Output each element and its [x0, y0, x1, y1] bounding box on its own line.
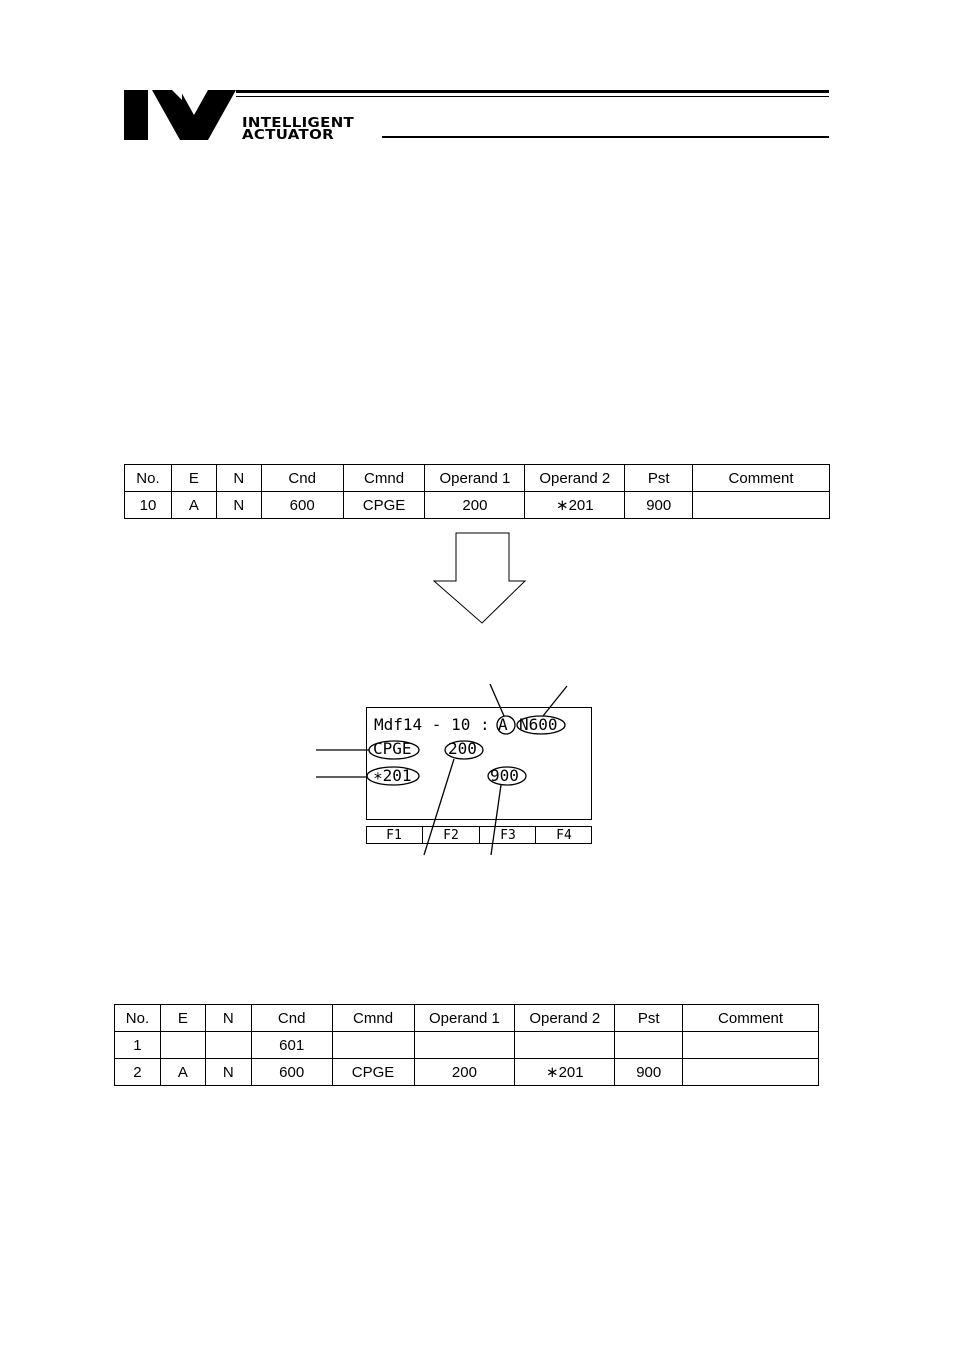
f2-key[interactable]: F2	[443, 828, 459, 843]
col-header: No.	[115, 1005, 161, 1032]
table-cell	[693, 492, 830, 519]
table-cell: N	[216, 492, 261, 519]
col-header: Cmnd	[343, 465, 425, 492]
col-header: Pst	[615, 1005, 683, 1032]
col-header: Cnd	[251, 1005, 332, 1032]
col-header: Operand 2	[525, 465, 625, 492]
lcd-condition: N600	[519, 715, 558, 734]
table-cell: CPGE	[332, 1059, 414, 1086]
col-header: E	[160, 1005, 205, 1032]
table-cell: 900	[625, 492, 693, 519]
table-cell: 601	[251, 1032, 332, 1059]
lcd-pst: 900	[490, 766, 519, 785]
table-cell	[160, 1032, 205, 1059]
col-header: Cnd	[261, 465, 343, 492]
program-table-original	[124, 464, 830, 519]
col-header: Operand 1	[425, 465, 525, 492]
table-cell	[332, 1032, 414, 1059]
f4-key[interactable]: F4	[556, 828, 572, 843]
table-cell: ∗201	[525, 492, 625, 519]
lcd-ext-condition: A	[498, 715, 508, 734]
col-header: Comment	[693, 465, 830, 492]
lcd-operand-2: ∗201	[373, 766, 412, 785]
brand-line-1: INTELLIGENT	[242, 116, 355, 131]
table-cell: A	[160, 1059, 205, 1086]
table-row	[125, 492, 830, 519]
col-header: E	[171, 465, 216, 492]
col-header: No.	[125, 465, 172, 492]
col-header: Cmnd	[332, 1005, 414, 1032]
program-table-converted	[114, 1004, 819, 1086]
brand-line-2: ACTUATOR	[242, 128, 335, 143]
lcd-command: CPGE	[373, 739, 412, 758]
table-cell	[414, 1032, 515, 1059]
table-cell: 200	[414, 1059, 515, 1086]
table-row	[115, 1032, 819, 1059]
table-cell	[515, 1032, 615, 1059]
lcd-operand-1: 200	[448, 739, 477, 758]
table-cell: 10	[125, 492, 172, 519]
table-cell	[205, 1032, 251, 1059]
header-rule-top-thin	[236, 96, 829, 97]
col-header: Pst	[625, 465, 693, 492]
table-header-row	[115, 1005, 819, 1032]
col-header: N	[205, 1005, 251, 1032]
table-row	[115, 1059, 819, 1086]
table-cell: A	[171, 492, 216, 519]
table-cell	[683, 1059, 819, 1086]
table-cell: CPGE	[343, 492, 425, 519]
header-rule-bottom	[382, 136, 829, 138]
table-cell: 2	[115, 1059, 161, 1086]
table-cell: 200	[425, 492, 525, 519]
lcd-step-label: Mdf14 - 10 :	[374, 715, 490, 734]
table-cell	[615, 1032, 683, 1059]
table-header-row	[125, 465, 830, 492]
table-cell: 900	[615, 1059, 683, 1086]
table-cell	[683, 1032, 819, 1059]
col-header: Operand 1	[414, 1005, 515, 1032]
table-cell: N	[205, 1059, 251, 1086]
f1-key[interactable]: F1	[386, 828, 402, 843]
table-cell: 600	[251, 1059, 332, 1086]
table-cell: 1	[115, 1032, 161, 1059]
col-header: Operand 2	[515, 1005, 615, 1032]
down-arrow-icon	[432, 530, 528, 626]
col-header: N	[216, 465, 261, 492]
table-cell: 600	[261, 492, 343, 519]
ix-logo-icon	[124, 88, 236, 142]
col-header: Comment	[683, 1005, 819, 1032]
f3-key[interactable]: F3	[500, 828, 516, 843]
table-cell: ∗201	[515, 1059, 615, 1086]
header-rule-top	[236, 90, 829, 93]
